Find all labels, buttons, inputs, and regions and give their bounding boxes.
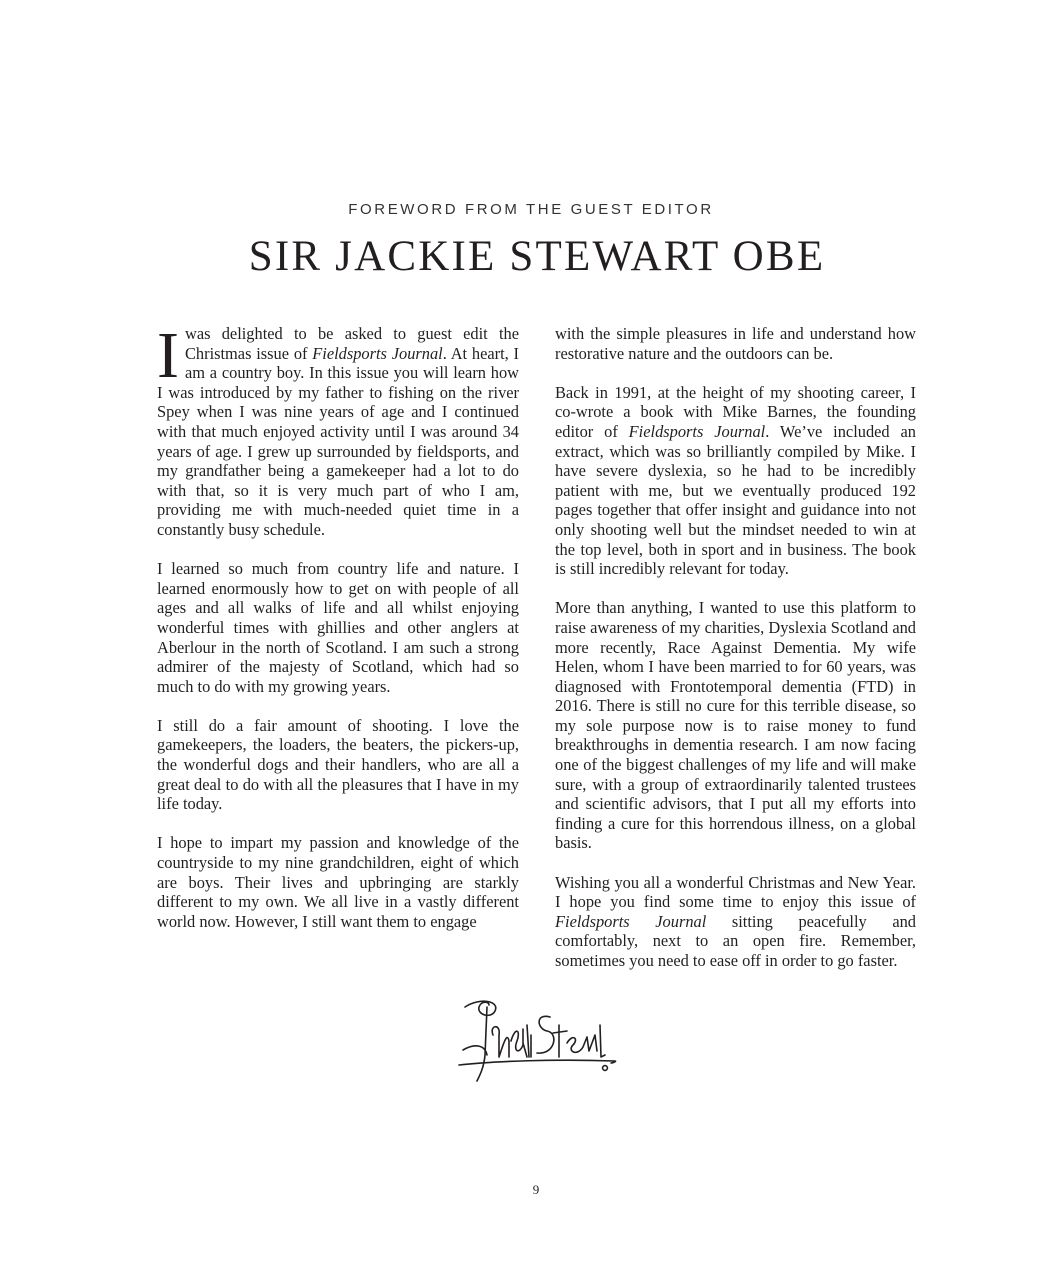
paragraph-text: Back in 1991, at the height of my shooting career, I co-wrote a book with Mike Barnes, the founding editor of <box>555 382 916 441</box>
left-column <box>157 319 519 951</box>
paragraph <box>555 383 916 579</box>
drop-cap: I <box>157 319 179 392</box>
section-kicker: FOREWORD FROM THE GUEST EDITOR <box>348 201 714 218</box>
paragraph: More than anything, I wanted to use this platform to raise awareness of my charities, Dyslexia Scotland and more recently, Race Against Dementia. My wife Helen, whom I have been married to for 60 years, was diagnosed with Frontotemporal dementia (FTD) in 2016. There is still no cure for this terrible disease, so my sole purpose now is to raise money to fund breakthroughs in dementia research. I am now facing one of the biggest challenges of my life and will make sure, with a group of extraordinarily talented trustees and scientific advisors, that I put all my efforts into finding a cure for this horrendous illness, on a global basis. <box>555 598 916 853</box>
paragraph: I hope to impart my passion and knowledge of the countryside to my nine grandchildren, eight of which are boys. Their lives and upbringing are starkly different to my own. We all live in a vastly different world now. However, I still want them to engage <box>157 833 519 931</box>
paragraph-text: . We’ve included an extract, which was so brilliantly compiled by Mike. I have severe dyslexia, so he had to be incredibly patient with me, but we eventually produced 192 pages together that offer insight and guidance into not only shooting well but the mindset needed to win at the top level, both in sport and in business. The book is still incredibly relevant for today. <box>555 421 916 579</box>
handwritten-signature-icon <box>455 995 620 1085</box>
paragraph-text: was delighted to be asked to guest edit the Christmas issue of <box>184 324 519 363</box>
paragraph-text: . At heart, I am a country boy. In this issue you will learn how I was introduced by my father to fishing on the river Spey when I was nine years of age and I continued with that much enjoyed activity until I was around 34 years of age. I grew up surrounded by fieldsports, and my grandfather being a gamekeeper had a lot to do with that, so it is very much part of who I am, providing me with much-needed quiet time in a constantly busy schedule. <box>157 343 519 539</box>
publication-name: Fieldsports Journal <box>555 911 707 931</box>
paragraph-text: Wishing you all a wonderful Christmas and New Year. I hope you find some time to enjoy this issue of <box>555 872 916 912</box>
page-number: 9 <box>532 1182 540 1197</box>
page-title: SIR JACKIE STEWART OBE <box>248 233 826 280</box>
paragraph-text: sitting peacefully and comfortably, next to an open fire. Remember, sometimes you need to ease off in order to go faster. <box>555 911 916 970</box>
paragraph: I still do a fair amount of shooting. I love the gamekeepers, the loaders, the beaters, the pickers-up, the wonderful dogs and their handlers, who are all a great deal to do with all the pleasures that I have in my life today. <box>157 715 519 814</box>
paragraph: with the simple pleasures in life and understand how restorative nature and the outdoors can be. <box>555 324 916 363</box>
publication-name: Fieldsports Journal <box>628 421 766 441</box>
paragraph <box>157 319 519 540</box>
paragraph: I learned so much from country life and nature. I learned enormously how to get on with people of all ages and all walks of life and all whilst enjoying wonderful times with ghillies and other anglers at Aberlour in the north of Scotland. I am such a strong admirer of the majesty of Scotland, which had so much to do with my growing years. <box>157 559 519 696</box>
paragraph <box>555 873 916 971</box>
publication-name: Fieldsports Journal <box>312 343 443 363</box>
right-column <box>555 324 916 990</box>
